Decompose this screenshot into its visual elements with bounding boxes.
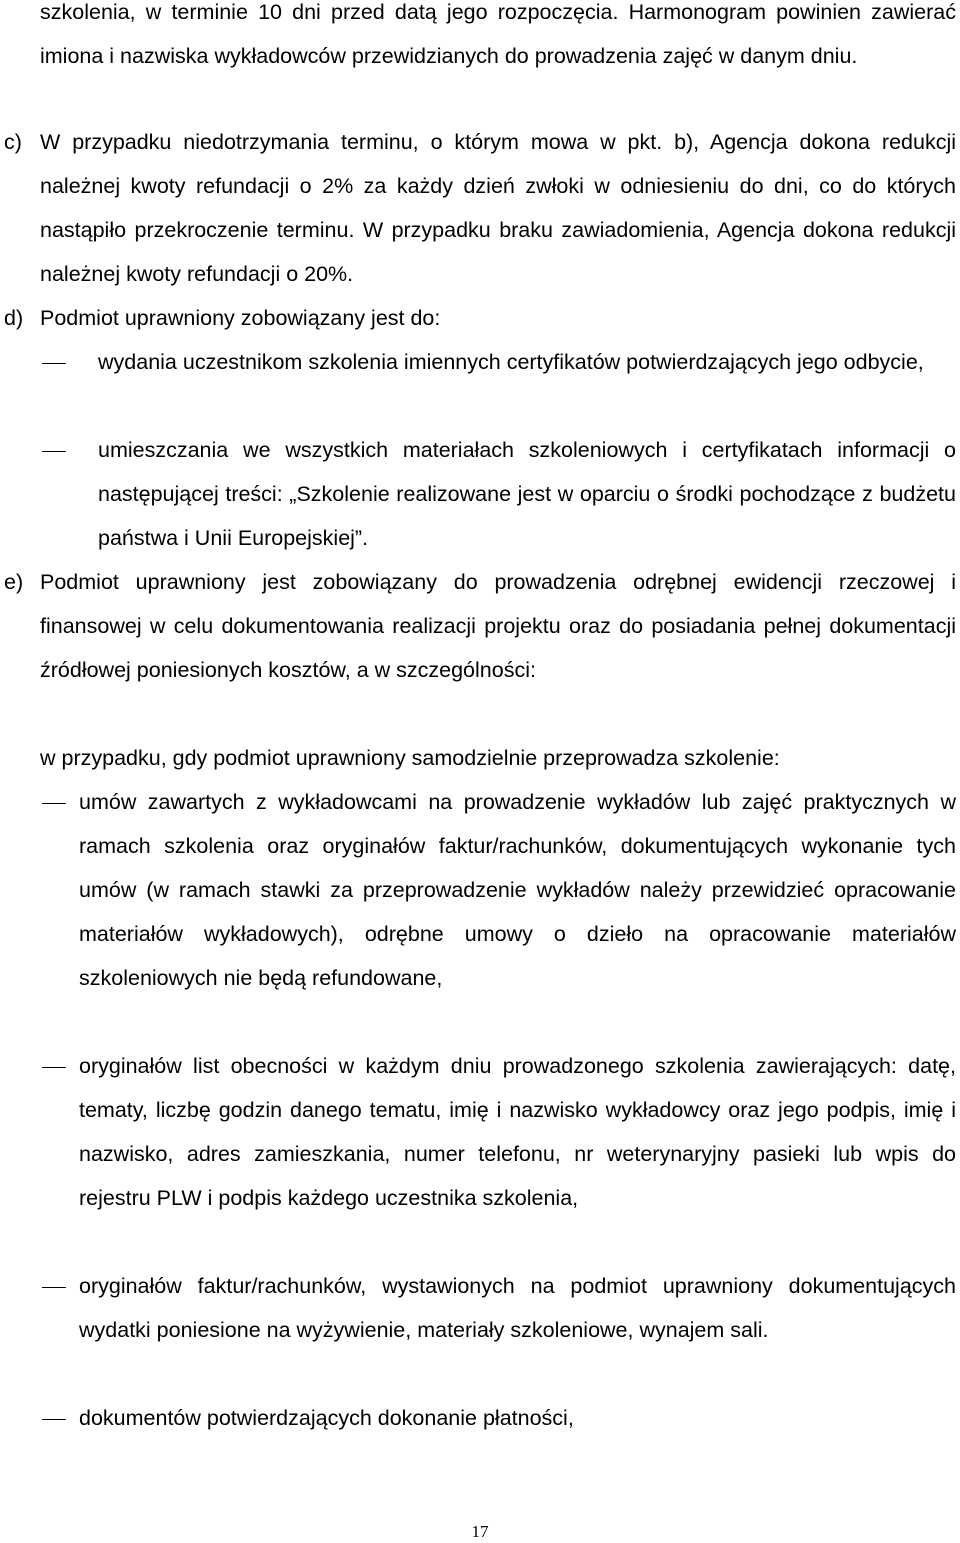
item-e-bullet: umów zawartych z wykładowcami na prowadzenie wykładów lub zajęć praktycznych w ramach szkolenia oraz oryginałów faktur/rachunków, dokumentujących wykonanie tych umów (w ramach stawki za przeprowadzenie wykładów należy przewidzieć opracowanie materiałów wykładowych), odrębne umowy o dzieło na opracowanie materiałów szkoleniowych nie będą refundowane,: [79, 790, 956, 990]
item-e-text: Podmiot uprawniony jest zobowiązany do prowadzenia odrębnej ewidencji rzeczowej i finansowej w celu dokumentowania realizacji projektu oraz do posiadania pełnej dokumentacji źródłowej poniesionych kosztów, a w szczególności:: [40, 570, 956, 682]
item-e-bullet: oryginałów list obecności w każdym dniu prowadzonego szkolenia zawierających: datę, tematy, liczbę godzin danego tematu, imię i nazwisko wykładowcy oraz jego podpis, imię i nazwisko, adres zamieszkania, numer telefonu, nr weterynaryjny pasieki lub wpis do rejestru PLW i podpis każdego uczestnika szkolenia,: [79, 1054, 956, 1210]
item-d-marker: d): [4, 306, 24, 330]
item-e-bullet: dokumentów potwierdzających dokonanie płatności,: [79, 1406, 574, 1430]
continuation-paragraph: szkolenia, w terminie 10 dni przed datą jego rozpoczęcia. Harmonogram powinien zawierać imiona i nazwiska wykładowców przewidzianych do prowadzenia zajęć w danym dniu.: [40, 0, 956, 68]
item-c-text: W przypadku niedotrzymania terminu, o którym mowa w pkt. b), Agencja dokona redukcji należnej kwoty refundacji o 2% za każdy dzień zwłoki w odniesieniu do dni, co do których nastąpiło przekroczenie terminu. W przypadku braku zawiadomienia, Agencja dokona redukcji należnej kwoty refundacji o 20%.: [40, 130, 956, 286]
bullet-dash-icon: [42, 451, 66, 452]
item-e-marker: e): [4, 570, 24, 594]
bullet-dash-icon: [42, 803, 66, 804]
item-d-bullet: wydania uczestnikom szkolenia imiennych certyfikatów potwierdzających jego odbycie,: [98, 350, 924, 374]
bullet-dash-icon: [42, 1419, 66, 1420]
page-number: 17: [471, 1522, 489, 1541]
item-e-subheading: w przypadku, gdy podmiot uprawniony samodzielnie przeprowadza szkolenie:: [40, 746, 780, 770]
item-e-bullet: oryginałów faktur/rachunków, wystawionych na podmiot uprawniony dokumentujących wydatki poniesione na wyżywienie, materiały szkoleniowe, wynajem sali.: [79, 1274, 956, 1342]
bullet-dash-icon: [42, 1067, 66, 1068]
bullet-dash-icon: [42, 363, 66, 364]
item-d-bullet: umieszczania we wszystkich materiałach szkoleniowych i certyfikatach informacji o następującej treści: „Szkolenie realizowane jest w oparciu o środki pochodzące z budżetu państwa i Unii Europejskiej”.: [98, 438, 956, 550]
item-d-text: Podmiot uprawniony zobowiązany jest do:: [40, 306, 441, 330]
bullet-dash-icon: [42, 1287, 66, 1288]
item-c-marker: c): [4, 130, 22, 154]
